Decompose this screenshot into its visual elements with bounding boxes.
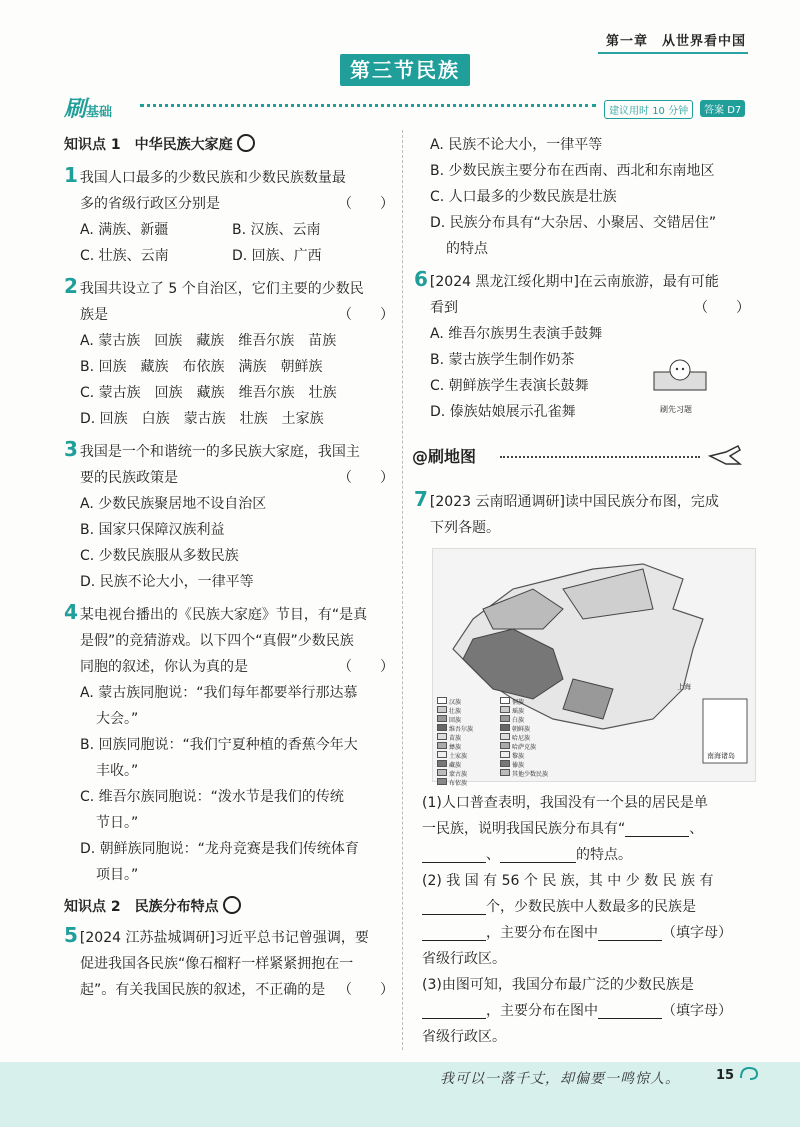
- q7-stem: [414, 486, 750, 515]
- legend-label: 白族: [512, 717, 525, 724]
- legend-item: [437, 715, 494, 724]
- legend-item: [437, 706, 494, 715]
- legend-swatch: [437, 769, 447, 776]
- q7-sub3-line1: (3)由图可知，我国分布最广泛的少数民族是: [422, 977, 694, 993]
- q5-stem-line3: 起”。有关我国民族的叙述，不正确的是: [80, 982, 326, 998]
- q2-stem2: [64, 302, 394, 328]
- legend-label: 侗族: [512, 699, 525, 706]
- q7-sub2-line1: (2) 我 国 有 56 个 民 族，其 中 少 数 民 族 有: [422, 873, 714, 889]
- q7-sub2-line2: [422, 894, 752, 920]
- q3-option-a: A. 少数民族聚居地不设自治区: [80, 496, 267, 512]
- legend-item: [500, 706, 557, 715]
- kp2-text: 知识点 2 民族分布特点: [64, 899, 219, 915]
- legend-item: [437, 724, 494, 733]
- legend-swatch: [500, 751, 510, 758]
- q1-number: 1: [64, 163, 78, 187]
- legend-swatch: [437, 697, 447, 704]
- q6-number: 6: [414, 267, 428, 291]
- shanghai-label: 上海: [677, 683, 691, 691]
- legend-item: [500, 751, 557, 760]
- answer-blank[interactable]: [598, 1000, 662, 1019]
- q7-sub2-end: 省级行政区。: [422, 951, 506, 967]
- legend-label: 布依族: [449, 780, 468, 787]
- q6-stem-line1: [2024 黑龙江绥化期中]在云南旅游，最有可能: [429, 274, 719, 290]
- q7-subquestions: [422, 790, 752, 1050]
- legend-swatch: [437, 724, 447, 731]
- legend-label: 壮族: [449, 708, 462, 715]
- q1-option-c: C. 壮族、云南: [80, 248, 169, 264]
- legend-item: [500, 742, 557, 751]
- q2-stem: [64, 273, 394, 302]
- inset-label: 南海诸岛: [707, 752, 735, 760]
- q7-sub2-hint: （填字母）: [662, 925, 732, 941]
- q4-stem-line2: 是假”的竞猜游戏。以下四个“真假”少数民族: [80, 633, 354, 649]
- q3-option-d: D. 民族不论大小，一律平等: [80, 574, 254, 590]
- q1-stem-line1: 我国人口最多的少数民族和少数民族数量最: [79, 170, 346, 186]
- q5-option-b: B. 少数民族主要分布在西南、西北和东南地区: [430, 163, 715, 179]
- answer-tag: [700, 100, 745, 117]
- q3-option-c: C. 少数民族服从多数民族: [80, 548, 239, 564]
- time-tag: [604, 100, 693, 119]
- swirl-icon: [738, 1064, 760, 1084]
- q4-option-d: D. 朝鲜族同胞说：“龙舟竞赛是我们传统体育: [80, 841, 359, 857]
- q2-paren: （ ）: [338, 307, 394, 323]
- q4-stem: [64, 599, 394, 628]
- legend-item: [500, 697, 557, 706]
- legend-item: [500, 715, 557, 724]
- legend-item: [500, 724, 557, 733]
- dotted-divider: [140, 104, 596, 107]
- target-icon: [237, 134, 255, 152]
- legend-swatch: [500, 769, 510, 776]
- q2-option-a: A. 蒙古族 回族 藏族 维吾尔族 苗族: [80, 333, 337, 349]
- q3-stem: [64, 436, 394, 465]
- answer-page: D7: [727, 105, 742, 116]
- legend-item: [437, 769, 494, 778]
- q7-sub1-end: 的特点。: [576, 847, 632, 863]
- header-rule: [598, 52, 748, 54]
- legend-label: 彝族: [449, 744, 462, 751]
- q4-stem3: [64, 654, 394, 680]
- q4-option-a-cont: 大会。”: [96, 711, 139, 727]
- chapter-header: 第一章 从世界看中国: [605, 34, 746, 49]
- q4-option-d-cont: 项目。”: [96, 867, 139, 883]
- q7-stem-line1: [2023 云南昭通调研]读中国民族分布图，完成: [429, 494, 719, 510]
- q1-paren: （ ）: [338, 196, 394, 212]
- q4-stem-line1: 某电视台播出的《民族大家庭》节目，有“是真: [79, 607, 368, 623]
- q6-option-d: D. 傣族姑娘展示孔雀舞: [430, 404, 576, 420]
- q4-option-c-cont: 节日。”: [96, 815, 139, 831]
- q7-sub3-hint: （填字母）: [662, 1003, 732, 1019]
- q7-sub1-line3: 、 的特点。: [422, 842, 752, 868]
- q1-cd: [64, 243, 394, 269]
- q2-stem-line1: 我国共设立了 5 个自治区，它们主要的少数民: [79, 281, 364, 297]
- legend-swatch: [500, 760, 510, 767]
- q1-option-d: D. 回族、广西: [232, 248, 322, 264]
- answer-blank[interactable]: [422, 896, 486, 915]
- q7-block: [414, 486, 750, 541]
- q3-stem2: [64, 465, 394, 491]
- legend-swatch: [437, 760, 447, 767]
- practice-label: 基础: [86, 105, 113, 120]
- legend-item: [437, 751, 494, 760]
- time-label: 建议用时: [609, 106, 649, 117]
- q7-sub1-line2: 一民族，说明我国民族分布具有“ 、: [422, 816, 752, 842]
- student-doodle-image: [650, 352, 710, 404]
- doodle-caption: 刷先习题: [660, 405, 692, 414]
- legend-item: [437, 733, 494, 742]
- legend-swatch: [500, 706, 510, 713]
- q1-option-a: A. 满族、新疆: [80, 222, 169, 238]
- q3-option-b: B. 国家只保障汉族利益: [80, 522, 225, 538]
- section-title: [340, 54, 470, 86]
- legend-label: 蒙古族: [449, 771, 468, 778]
- q6-paren: （ ）: [694, 300, 750, 316]
- q6-option-a: A. 维吾尔族男生表演手鼓舞: [430, 326, 603, 342]
- legend-swatch: [437, 715, 447, 722]
- practice-logo: [64, 92, 112, 123]
- legend-swatch: [437, 778, 447, 785]
- q2-option-d: D. 回族 白族 蒙古族 壮族 土家族: [80, 411, 324, 427]
- legend-swatch: [437, 706, 447, 713]
- q1-stem: [64, 162, 394, 191]
- q2-stem-line2: 族是: [80, 307, 108, 323]
- answer-label: 答案: [704, 105, 724, 116]
- section-name: 民族: [416, 58, 460, 82]
- q7-sub1-text: 一民族，说明我国民族分布具有“: [422, 821, 626, 837]
- knowledge-point-1: [64, 132, 394, 158]
- time-value: 10 分钟: [652, 106, 689, 117]
- q1-stem-line2: 多的省级行政区分别是: [80, 196, 220, 212]
- left-column: [64, 132, 394, 1003]
- q7-sub1-line1: (1)人口普查表明，我国没有一个县的居民是单: [422, 795, 708, 811]
- china-ethnic-map: [432, 548, 756, 787]
- q7-sub3-line2: [422, 998, 752, 1024]
- map-legend: [437, 697, 557, 787]
- legend-label: 藏族: [449, 762, 462, 769]
- q5-number: 5: [64, 923, 78, 947]
- pointing-hand-icon: [708, 442, 744, 470]
- legend-label: 汉族: [449, 699, 462, 706]
- q4-option-b-cont: 丰收。”: [96, 763, 139, 779]
- answer-blank[interactable]: [422, 844, 486, 863]
- legend-swatch: [500, 697, 510, 704]
- q4-stem-line3: 同胞的叙述，你认为真的是: [80, 659, 248, 675]
- legend-label: 苗族: [449, 735, 462, 742]
- brush-map-heading: @刷地图: [412, 447, 477, 466]
- target-icon: [223, 896, 241, 914]
- page-number: 15: [716, 1068, 735, 1083]
- legend-item: [500, 760, 557, 769]
- legend-swatch: [437, 733, 447, 740]
- q3-number: 3: [64, 437, 78, 461]
- q6-option-b: B. 蒙古族学生制作奶茶: [430, 352, 575, 368]
- q5-option-c: C. 人口最多的少数民族是壮族: [430, 189, 617, 205]
- q5-stem-line2: 促进我国各民族“像石榴籽一样紧紧拥抱在一: [80, 956, 354, 972]
- answer-blank[interactable]: [422, 922, 486, 941]
- answer-blank[interactable]: [598, 922, 662, 941]
- answer-blank[interactable]: [500, 844, 576, 863]
- q5-option-d: D. 民族分布具有“大杂居、小聚居、交错居住”: [430, 215, 717, 231]
- legend-label: 土家族: [449, 753, 468, 760]
- q3-paren: （ ）: [338, 470, 394, 486]
- q2-number: 2: [64, 274, 78, 298]
- legend-swatch: [500, 733, 510, 740]
- q6-stem2: [414, 295, 750, 321]
- q4-option-a: A. 蒙古族同胞说：“我们每年都要举行那达慕: [80, 685, 358, 701]
- q5-paren: （ ）: [338, 982, 394, 998]
- legend-item: [437, 697, 494, 706]
- legend-swatch: [500, 715, 510, 722]
- q7-sub2-line3: [422, 920, 752, 946]
- legend-swatch: [437, 742, 447, 749]
- q4-option-c: C. 维吾尔族同胞说：“泼水节是我们的传统: [80, 789, 344, 805]
- q6-option-c: C. 朝鲜族学生表演长鼓舞: [430, 378, 589, 394]
- legend-label: 黎族: [512, 753, 525, 760]
- legend-item: [437, 760, 494, 769]
- q5-stem-line1: [2024 江苏盐城调研]习近平总书记曾强调，要: [79, 930, 369, 946]
- brush-map-dots: [500, 456, 700, 458]
- q4-option-b: B. 回族同胞说：“我们宁夏种植的香蕉今年大: [80, 737, 358, 753]
- answer-blank[interactable]: [625, 818, 689, 837]
- q2-option-c: C. 蒙古族 回族 藏族 维吾尔族 壮族: [80, 385, 337, 401]
- q1-ab: [64, 217, 394, 243]
- legend-item: [500, 769, 557, 778]
- column-divider: [402, 130, 403, 1050]
- q4-paren: （ ）: [338, 659, 394, 675]
- q7-number: 7: [414, 487, 428, 511]
- q5-option-d-cont: 的特点: [446, 241, 488, 257]
- q1-option-b: B. 汉族、云南: [232, 222, 321, 238]
- q5-stem3: [64, 977, 394, 1003]
- q3-stem-line2: 要的民族政策是: [80, 470, 178, 486]
- legend-item: [437, 778, 494, 787]
- legend-label: 朝鲜族: [512, 726, 531, 733]
- legend-label: 哈萨克族: [512, 744, 537, 751]
- legend-item: [500, 733, 557, 742]
- legend-label: 其他少数民族: [512, 771, 549, 778]
- legend-label: 维吾尔族: [449, 726, 474, 733]
- knowledge-point-2: [64, 894, 394, 920]
- q6-stem: [414, 266, 750, 295]
- q1-stem2: [64, 191, 394, 217]
- q4-number: 4: [64, 600, 78, 624]
- legend-swatch: [500, 724, 510, 731]
- legend-label: 瑶族: [512, 708, 525, 715]
- q7-sub3-text: ，主要分布在图中: [486, 1003, 598, 1019]
- q2-option-b: B. 回族 藏族 布依族 满族 朝鲜族: [80, 359, 323, 375]
- kp1-text: 知识点 1 中华民族大家庭: [64, 137, 233, 153]
- q7-sub2-text2: ，主要分布在图中: [486, 925, 598, 941]
- legend-label: 傣族: [512, 762, 525, 769]
- q5-stem: [64, 922, 394, 951]
- q7-sub2-text: 个，少数民族中人数最多的民族是: [486, 899, 696, 915]
- section-number: 第三节: [350, 58, 416, 82]
- brush-char: 刷: [64, 97, 87, 122]
- legend-swatch: [500, 742, 510, 749]
- q7-sub3-end: 省级行政区。: [422, 1029, 506, 1045]
- q5-option-a: A. 民族不论大小，一律平等: [430, 137, 603, 153]
- footer-motto: 我可以一落千丈，却偏要一鸣惊人。: [440, 1071, 680, 1087]
- legend-swatch: [437, 751, 447, 758]
- legend-label: 哈尼族: [512, 735, 531, 742]
- q3-stem-line1: 我国是一个和谐统一的多民族大家庭，我国主: [79, 444, 360, 460]
- footer-band: [0, 1062, 800, 1127]
- legend-label: 回族: [449, 717, 462, 724]
- legend-item: [437, 742, 494, 751]
- q6-stem-line2: 看到: [430, 300, 458, 316]
- answer-blank[interactable]: [422, 1000, 486, 1019]
- q7-stem-line2: 下列各题。: [430, 520, 500, 536]
